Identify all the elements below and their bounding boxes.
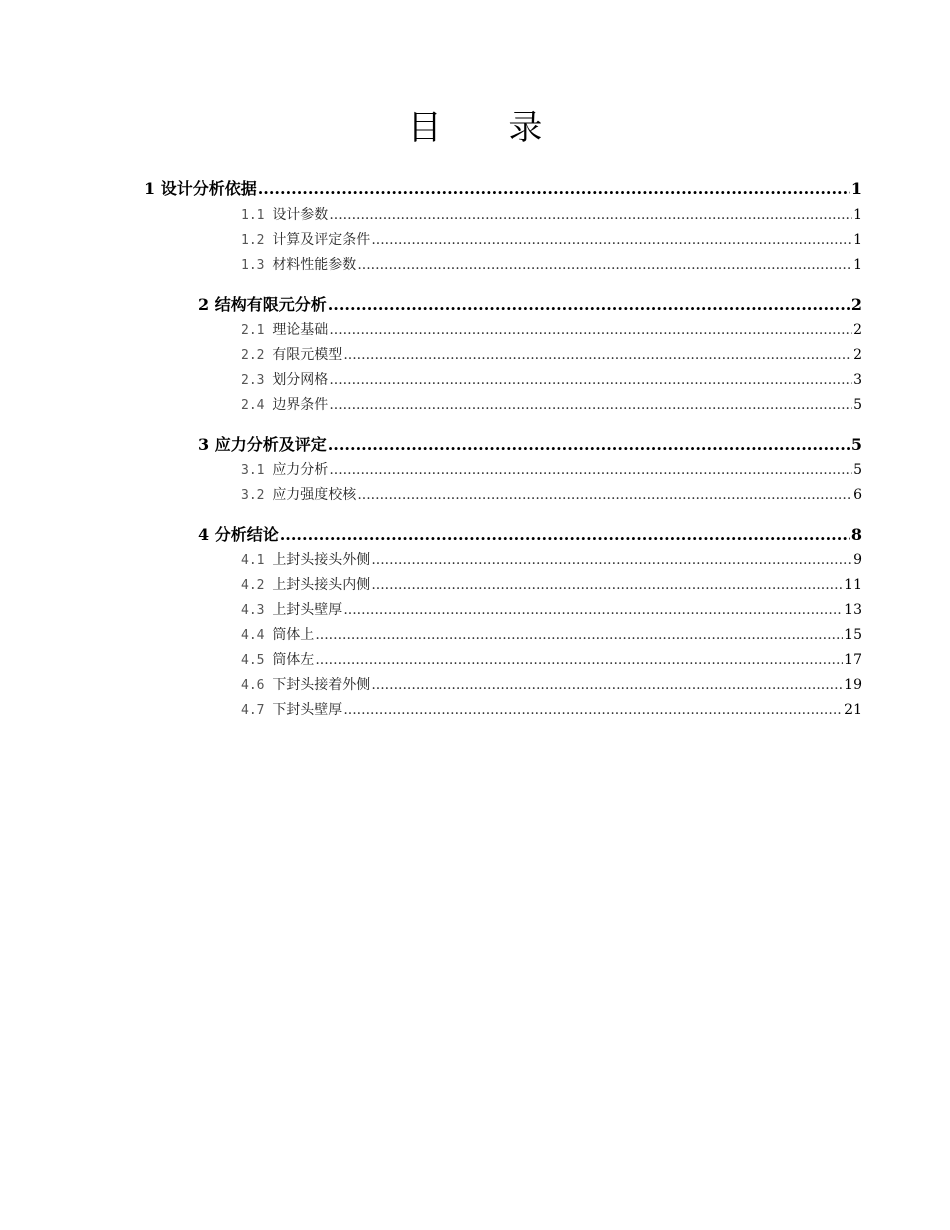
toc-item-number: 4.3 [241,603,273,618]
toc-item-number: 4.2 [241,578,273,593]
toc-item-number: 4.5 [241,653,273,668]
toc-item-2-2[interactable] [241,345,862,366]
toc-dot-leader [329,395,852,415]
toc-page-number: 6 [853,487,862,503]
toc-item-number: 4.4 [241,628,273,643]
toc-item-label: 划分网格 [272,372,329,388]
toc-item-number: 3.1 [241,463,273,478]
toc-dot-leader [371,675,843,695]
toc-page-number: 5 [850,435,862,454]
toc-section-label: 设计分析依据 [160,179,257,198]
toc-item-4-3[interactable] [241,600,862,621]
toc-section-label: 分析结论 [214,525,279,544]
toc-dot-leader [371,550,852,570]
toc-dot-leader [329,205,852,225]
toc-page-number: 2 [853,322,862,338]
toc-page-number: 15 [844,627,862,643]
toc-dot-leader [371,230,852,250]
toc-item-4-6[interactable] [241,675,862,696]
toc-page-number: 2 [850,295,862,314]
toc-page-number: 5 [853,462,862,478]
toc-dot-leader [357,485,852,505]
toc-item-2-4[interactable] [241,395,862,416]
toc-item-4-1[interactable] [241,550,862,571]
toc-section-3[interactable] [198,434,862,456]
toc-page-number: 1 [853,257,862,273]
toc-item-number: 2.4 [241,398,273,413]
toc-item-number: 1.3 [241,258,273,273]
toc-section-number: 4 [198,525,215,544]
toc-item-3-1[interactable] [241,460,862,481]
toc-dot-leader [258,178,850,200]
toc-dot-leader [343,345,852,365]
toc-item-4-5[interactable] [241,650,862,671]
toc-page-number: 1 [853,207,862,223]
toc-page-number: 11 [844,577,862,593]
toc-dot-leader [357,255,852,275]
toc-section-number: 2 [198,295,215,314]
toc-item-label: 理论基础 [272,322,329,338]
toc-item-1-1[interactable] [241,205,862,226]
toc-item-3-2[interactable] [241,485,862,506]
toc-dot-leader [329,320,852,340]
toc-item-4-4[interactable] [241,625,862,646]
toc-page-number: 1 [850,179,862,198]
toc-item-label: 设计参数 [272,207,329,223]
toc-item-label: 有限元模型 [272,347,343,363]
toc-dot-leader [328,294,850,316]
toc-item-4-2[interactable] [241,575,862,596]
toc-dot-leader [343,600,843,620]
toc-page-number: 3 [853,372,862,388]
toc-item-label: 上封头壁厚 [272,602,343,618]
toc-item-2-1[interactable] [241,320,862,341]
toc-item-label: 计算及评定条件 [272,232,371,248]
toc-page-number: 5 [853,397,862,413]
toc-dot-leader [315,650,843,670]
toc-section-label: 应力分析及评定 [214,435,327,454]
toc-page-number: 17 [844,652,862,668]
toc-item-number: 2.1 [241,323,273,338]
toc-page-number: 8 [850,525,862,544]
toc-dot-leader [280,524,850,546]
toc-item-1-2[interactable] [241,230,862,251]
toc-item-number: 1.1 [241,208,273,223]
toc-page-number: 2 [853,347,862,363]
toc-title: 目 录 [407,108,571,148]
toc-item-number: 4.6 [241,678,273,693]
toc-item-label: 应力分析 [272,462,329,478]
toc-section-1[interactable] [144,178,862,200]
toc-section-4[interactable] [198,524,862,546]
toc-item-label: 边界条件 [272,397,329,413]
toc-item-label: 筒体上 [272,627,315,643]
toc-page-number: 1 [853,232,862,248]
toc-item-label: 上封头接头外侧 [272,552,371,568]
toc-item-number: 2.2 [241,348,273,363]
toc-section-label: 结构有限元分析 [214,295,327,314]
toc-dot-leader [371,575,843,595]
toc-dot-leader [315,625,843,645]
toc-page-number: 21 [844,702,862,718]
toc-section-number: 3 [198,435,215,454]
toc-item-number: 3.2 [241,488,273,503]
toc-item-number: 4.1 [241,553,273,568]
toc-item-label: 上封头接头内侧 [272,577,371,593]
toc-dot-leader [343,700,843,720]
toc-item-1-3[interactable] [241,255,862,276]
toc-item-label: 应力强度校核 [272,487,357,503]
toc-dot-leader [329,460,852,480]
toc-item-4-7[interactable] [241,700,862,721]
toc-section-number: 1 [144,179,161,198]
toc-dot-leader [329,370,852,390]
toc-page-number: 19 [844,677,862,693]
toc-item-label: 下封头接着外侧 [272,677,371,693]
toc-item-label: 下封头壁厚 [272,702,343,718]
toc-item-label: 筒体左 [272,652,315,668]
toc-item-number: 1.2 [241,233,273,248]
toc-section-2[interactable] [198,294,862,316]
toc-item-label: 材料性能参数 [272,257,357,273]
toc-page-number: 9 [853,552,862,568]
toc-dot-leader [328,434,850,456]
toc-item-number: 2.3 [241,373,273,388]
toc-page-number: 13 [844,602,862,618]
toc-item-2-3[interactable] [241,370,862,391]
toc-item-number: 4.7 [241,703,273,718]
